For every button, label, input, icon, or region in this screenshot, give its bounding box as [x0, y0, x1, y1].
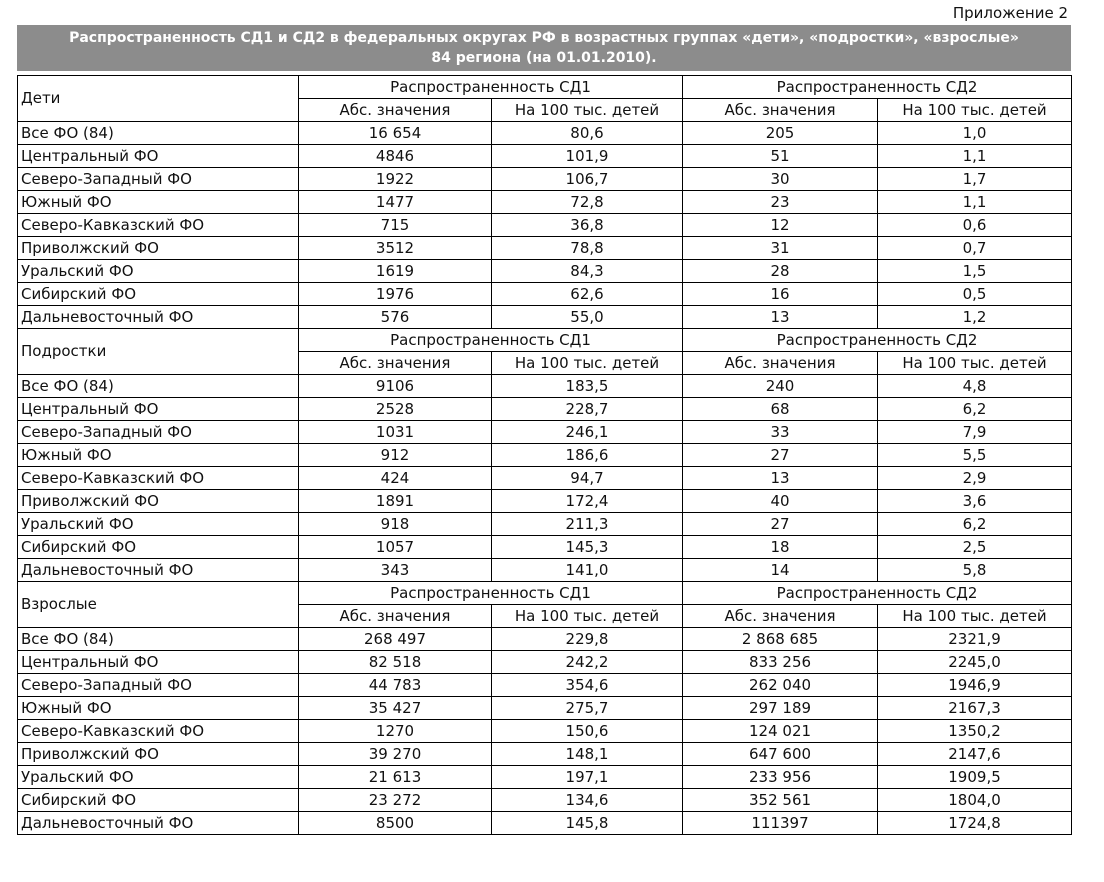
sd1-abs: 4846	[299, 145, 492, 168]
section-header-row	[18, 76, 1072, 99]
section-name: Взрослые	[18, 582, 299, 628]
title-line-1: Распространенность СД1 и СД2 в федеральных округах РФ в возрастных группах «дети», «подростки», «взрослые»	[69, 30, 1019, 46]
sd1-abs: 23 272	[299, 789, 492, 812]
table-row	[18, 122, 1072, 145]
sd2-per100k: 2321,9	[878, 628, 1072, 651]
sd2-per100k: 7,9	[878, 421, 1072, 444]
district-name: Северо-Кавказский ФО	[18, 214, 299, 237]
district-name: Все ФО (84)	[18, 122, 299, 145]
district-name: Северо-Западный ФО	[18, 168, 299, 191]
sd2-per100k: 1724,8	[878, 812, 1072, 835]
prevalence-table	[17, 75, 1072, 835]
district-name: Дальневосточный ФО	[18, 306, 299, 329]
sd2-abs: 30	[683, 168, 878, 191]
sub-header-per100k: На 100 тыс. детей	[878, 605, 1072, 628]
sub-header-abs: Абс. значения	[683, 605, 878, 628]
section-header-row	[18, 329, 1072, 352]
sd1-abs: 715	[299, 214, 492, 237]
sd1-per100k: 36,8	[492, 214, 683, 237]
sd2-abs: 16	[683, 283, 878, 306]
sd1-per100k: 183,5	[492, 375, 683, 398]
table-row	[18, 766, 1072, 789]
sd1-per100k: 145,8	[492, 812, 683, 835]
sd1-per100k: 246,1	[492, 421, 683, 444]
sd2-abs: 18	[683, 536, 878, 559]
table-row	[18, 720, 1072, 743]
title-line-2: 84 региона (на 01.01.2010).	[431, 50, 657, 66]
sub-header-abs: Абс. значения	[683, 352, 878, 375]
sd1-per100k: 197,1	[492, 766, 683, 789]
sd2-per100k: 1909,5	[878, 766, 1072, 789]
sd2-abs: 33	[683, 421, 878, 444]
sd1-abs: 1922	[299, 168, 492, 191]
group-header-sd2: Распространенность СД2	[683, 582, 1072, 605]
sd2-abs: 27	[683, 513, 878, 536]
sd1-abs: 82 518	[299, 651, 492, 674]
sd2-abs: 14	[683, 559, 878, 582]
group-header-sd2: Распространенность СД2	[683, 329, 1072, 352]
sd1-abs: 1477	[299, 191, 492, 214]
sd2-abs: 23	[683, 191, 878, 214]
sd1-per100k: 62,6	[492, 283, 683, 306]
sd2-abs: 833 256	[683, 651, 878, 674]
district-name: Уральский ФО	[18, 766, 299, 789]
sd2-per100k: 1946,9	[878, 674, 1072, 697]
sd1-abs: 39 270	[299, 743, 492, 766]
group-header-sd2: Распространенность СД2	[683, 76, 1072, 99]
district-name: Приволжский ФО	[18, 743, 299, 766]
district-name: Дальневосточный ФО	[18, 812, 299, 835]
table-row	[18, 306, 1072, 329]
table-row	[18, 421, 1072, 444]
sd1-abs: 1891	[299, 490, 492, 513]
sd2-per100k: 6,2	[878, 513, 1072, 536]
group-header-sd1: Распространенность СД1	[299, 329, 683, 352]
district-name: Сибирский ФО	[18, 283, 299, 306]
sub-header-abs: Абс. значения	[299, 99, 492, 122]
sd2-per100k: 1,1	[878, 145, 1072, 168]
section-name: Дети	[18, 76, 299, 122]
district-name: Уральский ФО	[18, 513, 299, 536]
sd1-per100k: 72,8	[492, 191, 683, 214]
sd2-per100k: 0,6	[878, 214, 1072, 237]
table-row	[18, 467, 1072, 490]
sd2-per100k: 1,7	[878, 168, 1072, 191]
sd2-per100k: 1,2	[878, 306, 1072, 329]
sub-header-per100k: На 100 тыс. детей	[878, 99, 1072, 122]
sd2-abs: 205	[683, 122, 878, 145]
sd2-abs: 40	[683, 490, 878, 513]
sd1-per100k: 228,7	[492, 398, 683, 421]
table-row	[18, 145, 1072, 168]
table-row	[18, 444, 1072, 467]
table-row	[18, 697, 1072, 720]
sd2-per100k: 1350,2	[878, 720, 1072, 743]
sd1-abs: 1057	[299, 536, 492, 559]
sd2-abs: 240	[683, 375, 878, 398]
district-name: Уральский ФО	[18, 260, 299, 283]
sd1-abs: 1976	[299, 283, 492, 306]
sd1-abs: 576	[299, 306, 492, 329]
sd2-abs: 647 600	[683, 743, 878, 766]
district-name: Все ФО (84)	[18, 375, 299, 398]
sd1-per100k: 211,3	[492, 513, 683, 536]
sd1-abs: 8500	[299, 812, 492, 835]
table-row	[18, 674, 1072, 697]
sd2-abs: 2 868 685	[683, 628, 878, 651]
district-name: Центральный ФО	[18, 398, 299, 421]
sd2-abs: 12	[683, 214, 878, 237]
sd2-per100k: 2167,3	[878, 697, 1072, 720]
sd2-abs: 27	[683, 444, 878, 467]
sd1-per100k: 275,7	[492, 697, 683, 720]
sd2-per100k: 2,9	[878, 467, 1072, 490]
sd2-abs: 233 956	[683, 766, 878, 789]
sd1-abs: 16 654	[299, 122, 492, 145]
table-row	[18, 812, 1072, 835]
sd2-abs: 13	[683, 306, 878, 329]
sd1-per100k: 55,0	[492, 306, 683, 329]
district-name: Центральный ФО	[18, 145, 299, 168]
sd1-abs: 424	[299, 467, 492, 490]
sub-header-abs: Абс. значения	[299, 352, 492, 375]
sd2-per100k: 2245,0	[878, 651, 1072, 674]
sd2-abs: 68	[683, 398, 878, 421]
sub-header-per100k: На 100 тыс. детей	[492, 352, 683, 375]
sd1-per100k: 106,7	[492, 168, 683, 191]
sd1-per100k: 94,7	[492, 467, 683, 490]
sd1-abs: 2528	[299, 398, 492, 421]
sd2-per100k: 0,7	[878, 237, 1072, 260]
sd2-per100k: 4,8	[878, 375, 1072, 398]
table-row	[18, 168, 1072, 191]
sd1-abs: 912	[299, 444, 492, 467]
sd1-abs: 268 497	[299, 628, 492, 651]
sd2-per100k: 2,5	[878, 536, 1072, 559]
table-row	[18, 490, 1072, 513]
sd1-per100k: 101,9	[492, 145, 683, 168]
group-header-sd1: Распространенность СД1	[299, 582, 683, 605]
sd2-abs: 262 040	[683, 674, 878, 697]
district-name: Северо-Западный ФО	[18, 421, 299, 444]
sd2-per100k: 1,5	[878, 260, 1072, 283]
district-name: Сибирский ФО	[18, 536, 299, 559]
district-name: Южный ФО	[18, 191, 299, 214]
sd1-per100k: 134,6	[492, 789, 683, 812]
sd1-abs: 1619	[299, 260, 492, 283]
sd2-per100k: 0,5	[878, 283, 1072, 306]
sd1-per100k: 242,2	[492, 651, 683, 674]
sd1-per100k: 186,6	[492, 444, 683, 467]
sd1-per100k: 84,3	[492, 260, 683, 283]
sd1-per100k: 80,6	[492, 122, 683, 145]
sd1-per100k: 354,6	[492, 674, 683, 697]
sub-header-per100k: На 100 тыс. детей	[492, 99, 683, 122]
sd1-per100k: 78,8	[492, 237, 683, 260]
sub-header-abs: Абс. значения	[683, 99, 878, 122]
appendix-label: Приложение 2	[952, 4, 1068, 22]
district-name: Приволжский ФО	[18, 490, 299, 513]
district-name: Приволжский ФО	[18, 237, 299, 260]
sd2-abs: 31	[683, 237, 878, 260]
group-header-sd1: Распространенность СД1	[299, 76, 683, 99]
table-row	[18, 513, 1072, 536]
table-row	[18, 536, 1072, 559]
table-title	[17, 25, 1071, 71]
sd2-abs: 51	[683, 145, 878, 168]
table-row	[18, 559, 1072, 582]
district-name: Сибирский ФО	[18, 789, 299, 812]
sd1-abs: 9106	[299, 375, 492, 398]
sub-header-abs: Абс. значения	[299, 605, 492, 628]
sd2-per100k: 1804,0	[878, 789, 1072, 812]
table-row	[18, 237, 1072, 260]
section-header-row	[18, 582, 1072, 605]
district-name: Дальневосточный ФО	[18, 559, 299, 582]
table-row	[18, 789, 1072, 812]
sd2-abs: 124 021	[683, 720, 878, 743]
sd2-abs: 352 561	[683, 789, 878, 812]
district-name: Северо-Кавказский ФО	[18, 720, 299, 743]
sd2-per100k: 1,0	[878, 122, 1072, 145]
sd2-abs: 28	[683, 260, 878, 283]
sd1-abs: 21 613	[299, 766, 492, 789]
sd2-abs: 297 189	[683, 697, 878, 720]
table-row	[18, 398, 1072, 421]
sd1-per100k: 172,4	[492, 490, 683, 513]
sd1-abs: 44 783	[299, 674, 492, 697]
table-row	[18, 191, 1072, 214]
sd2-per100k: 1,1	[878, 191, 1072, 214]
table-row	[18, 628, 1072, 651]
sd1-per100k: 145,3	[492, 536, 683, 559]
section-name: Подростки	[18, 329, 299, 375]
sub-header-per100k: На 100 тыс. детей	[492, 605, 683, 628]
table-row	[18, 283, 1072, 306]
district-name: Южный ФО	[18, 444, 299, 467]
sub-header-per100k: На 100 тыс. детей	[878, 352, 1072, 375]
table-row	[18, 214, 1072, 237]
district-name: Все ФО (84)	[18, 628, 299, 651]
sd1-abs: 3512	[299, 237, 492, 260]
district-name: Северо-Кавказский ФО	[18, 467, 299, 490]
table-row	[18, 260, 1072, 283]
sd1-per100k: 148,1	[492, 743, 683, 766]
sd1-abs: 1031	[299, 421, 492, 444]
sd2-abs: 111397	[683, 812, 878, 835]
sd2-abs: 13	[683, 467, 878, 490]
district-name: Северо-Западный ФО	[18, 674, 299, 697]
sd1-abs: 35 427	[299, 697, 492, 720]
sd1-per100k: 141,0	[492, 559, 683, 582]
table-row	[18, 375, 1072, 398]
sd2-per100k: 6,2	[878, 398, 1072, 421]
sd1-per100k: 150,6	[492, 720, 683, 743]
sd1-abs: 1270	[299, 720, 492, 743]
table-row	[18, 743, 1072, 766]
sd2-per100k: 5,8	[878, 559, 1072, 582]
sd2-per100k: 3,6	[878, 490, 1072, 513]
sd2-per100k: 5,5	[878, 444, 1072, 467]
sd2-per100k: 2147,6	[878, 743, 1072, 766]
sd1-abs: 343	[299, 559, 492, 582]
sd1-abs: 918	[299, 513, 492, 536]
district-name: Центральный ФО	[18, 651, 299, 674]
district-name: Южный ФО	[18, 697, 299, 720]
sd1-per100k: 229,8	[492, 628, 683, 651]
table-row	[18, 651, 1072, 674]
